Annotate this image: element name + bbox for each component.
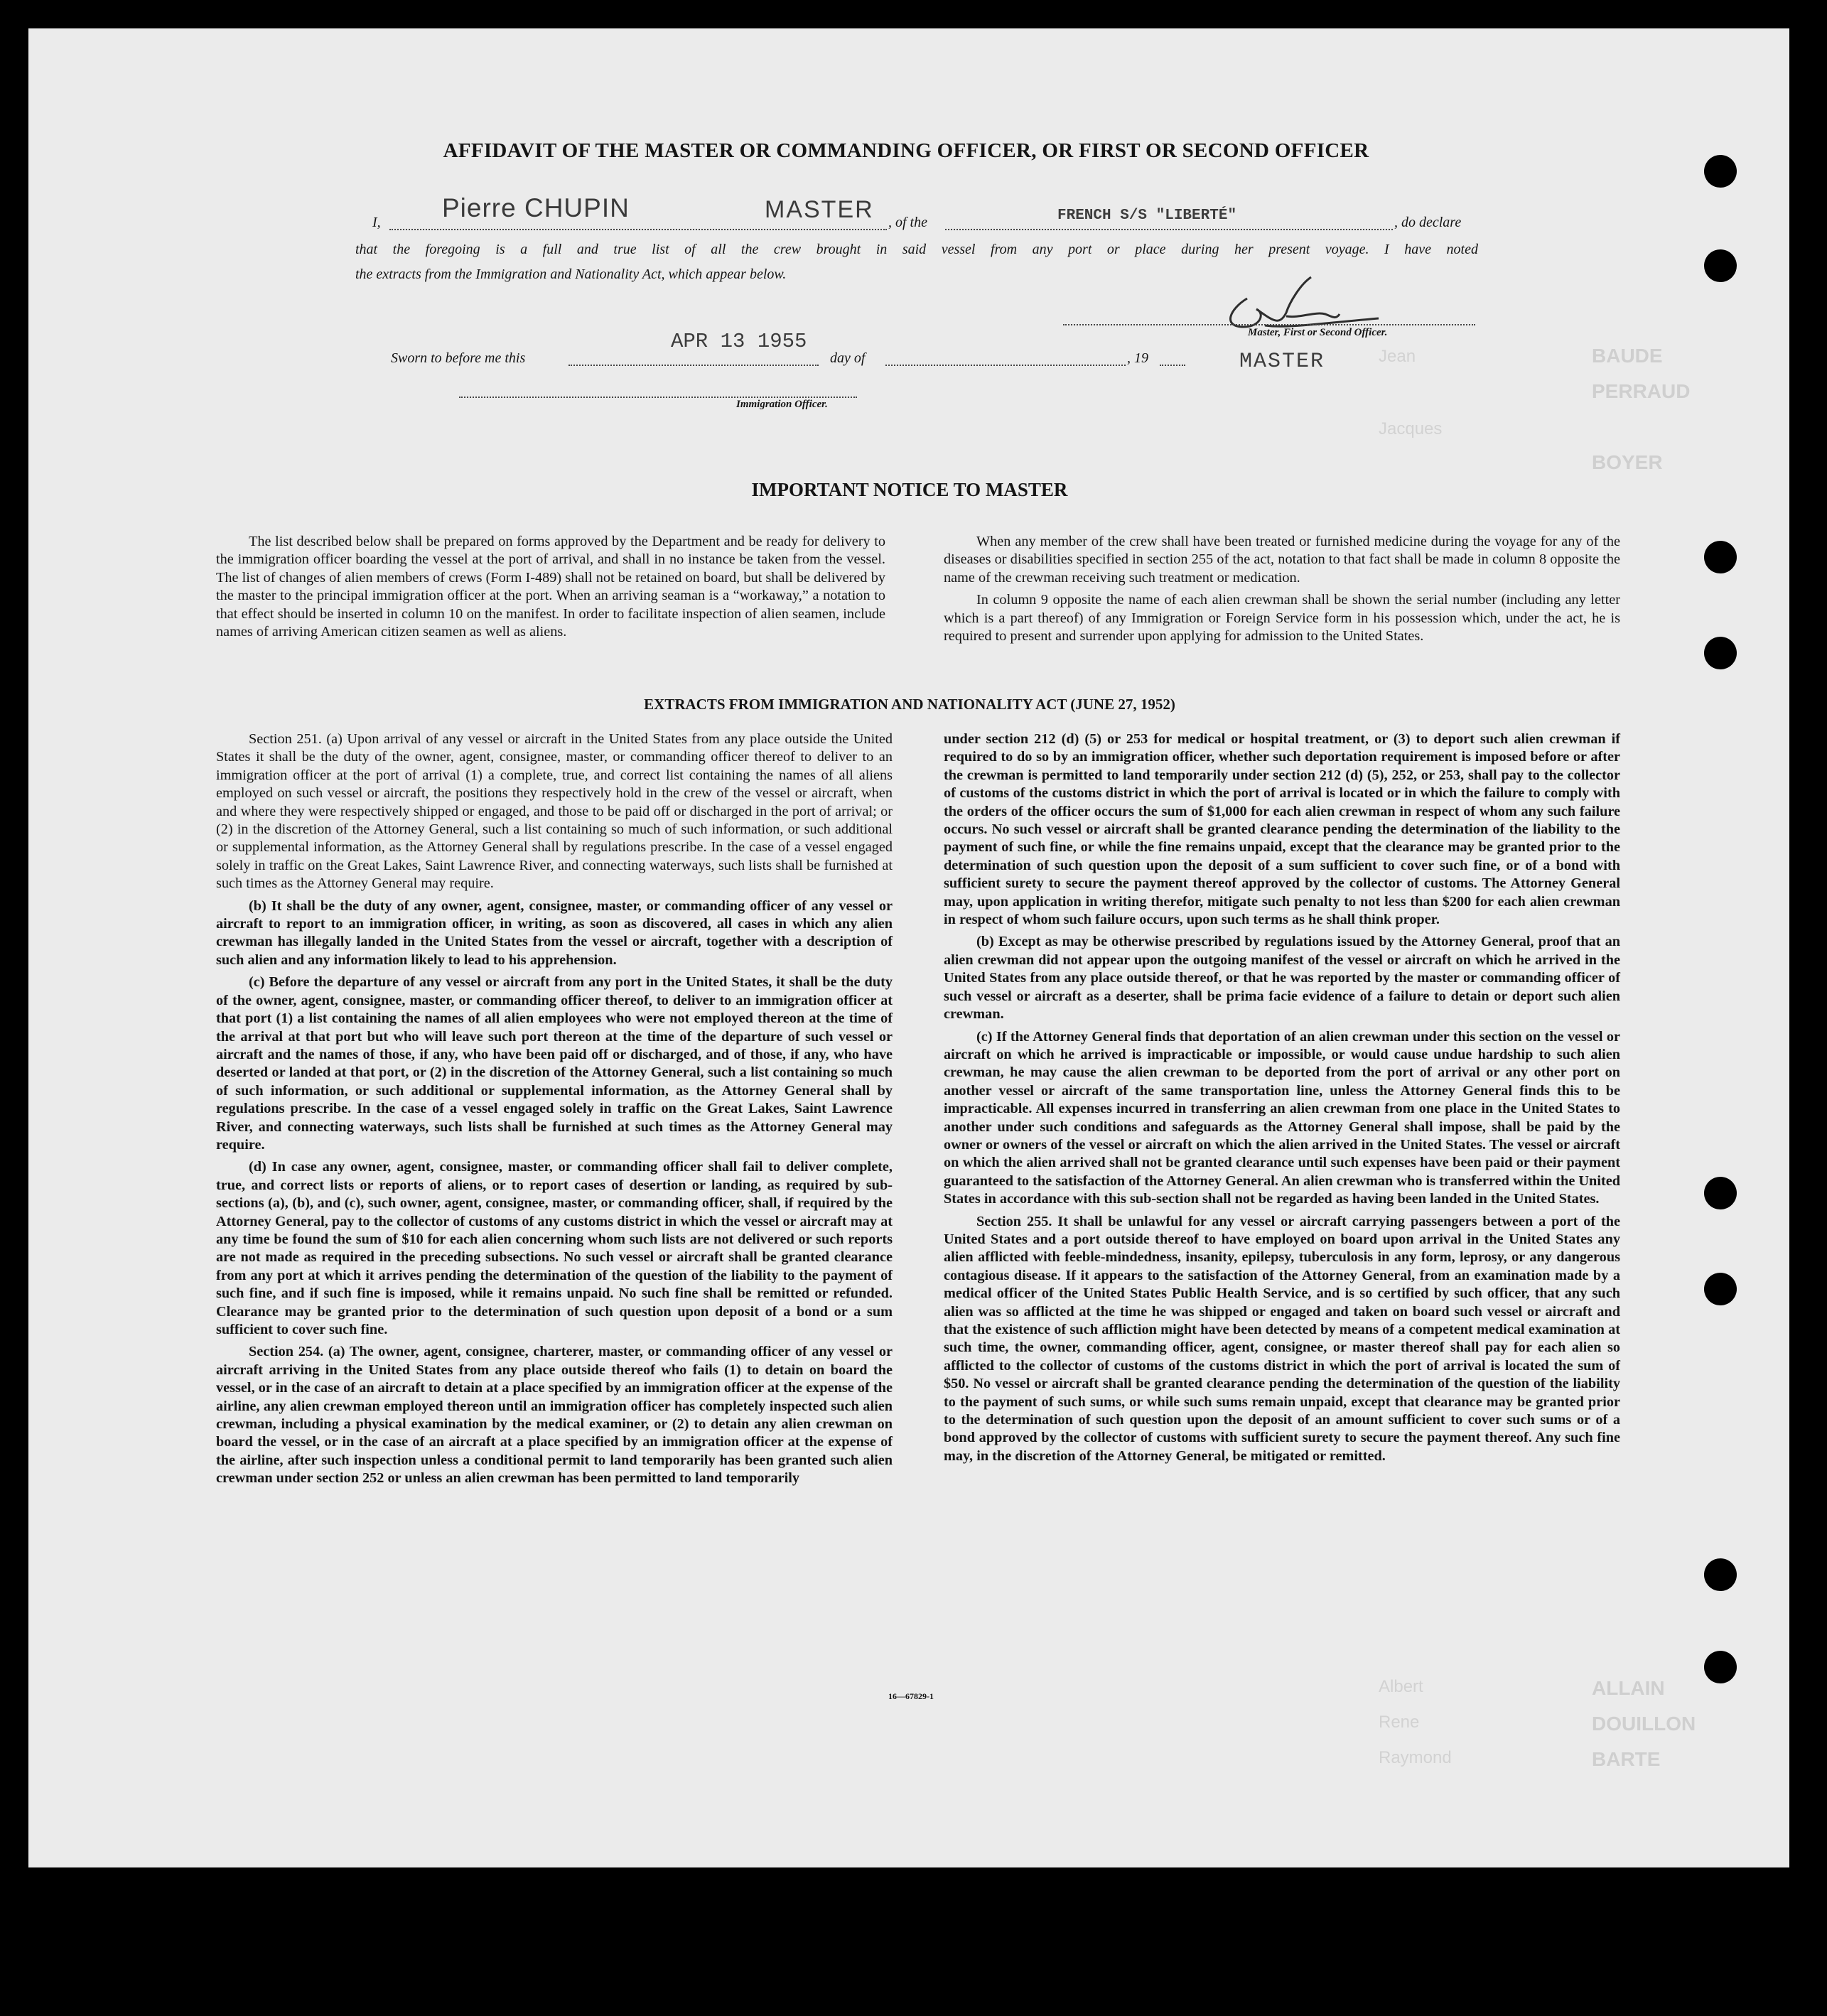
name-field-line xyxy=(389,229,887,230)
notice-right-column xyxy=(944,533,1620,649)
notice-right-paragraph: In column 9 opposite the name of each alien crewman shall be shown the serial number (including any letter which is a part thereof) of any Immigration or Foreign Service form in his possession which, under the act, he is required to present and surrender upon applying for admission to the United States. xyxy=(944,592,1620,645)
extract-paragraph: (b) It shall be the duty of any owner, agent, consignee, master, or commanding officer of any vessel or aircraft to report to an immigration officer, in writing, as soon as discovered, all cases in which any alien crewman has illegally landed in the United States from the vessel or aircraft, together with a description of such alien and any information likely to lead to his apprehension. xyxy=(216,898,893,968)
extract-paragraph: (c) Before the departure of any vessel or aircraft from any port in the United States, it shall be the duty of the owner, agent, consignee, master, or commanding officer thereof, to deliver to an immigration officer at that port (1) a list containing the names of all alien employees who were not employed thereon at the time of the arrival at that port but who will leave such port thereon at the time of the departure of such vessel or aircraft and the names of those, if any, who have been paid off or discharged, and of those, if any, who have deserted or landed at that port, or (2) in the discretion of the Attorney General, such a list containing so much of such information, or such additional or supplemental information, as the Attorney General shall by regulations prescribe. In the case of a vessel engaged solely in traffic on the Great Lakes, Saint Lawrence River, and connecting waterways, such lists shall be furnished at such times as the Attorney General may require. xyxy=(216,974,893,1153)
year-line xyxy=(1160,365,1185,366)
sworn-date-line xyxy=(568,365,819,366)
ghost-text: Jean xyxy=(1379,347,1416,366)
vessel-name: FRENCH S/S "LIBERTÉ" xyxy=(1057,207,1237,224)
master-stamp: MASTER xyxy=(1239,350,1325,374)
immigration-officer-line xyxy=(459,397,857,398)
extract-paragraph: under section 212 (d) (5) or 253 for medical or hospital treatment, or (3) to deport such alien crewman if required to do so by an immigration officer, whether such deportation requirement is imposed before or after the crewman is permitted to land temporarily under section 212 (d) (5), 252, or 253, shall pay to the collector of customs of the customs district in which the port of arrival is located or in which the failure to comply with the orders of the officer occurs the sum of $1,000 for each alien crewman in respect of whom any such failure occurs. No such vessel or aircraft shall be granted clearance pending the determination of the liability to the payment of such fine, or while the fine remains unpaid, except that the clearance may be granted prior to the determination of such question upon the deposit of a sum sufficient to cover such fine, or of a bond with sufficient surety to secure the payment thereof approved by the collector of customs. The Attorney General may, upon application in writing therefor, mitigate such penalty to not less than $200 for each alien crewman in respect of whom such failure occurs, upon such terms as he shall think proper. xyxy=(944,731,1620,928)
year-label: , 19 xyxy=(1127,350,1148,366)
ghost-text: DOUILLON xyxy=(1592,1713,1696,1735)
of-the-label: , of the xyxy=(888,215,927,230)
master-name: Pierre CHUPIN xyxy=(442,193,630,222)
ghost-text: ALLAIN xyxy=(1592,1677,1665,1699)
extract-paragraph: Section 254. (a) The owner, agent, consignee, charterer, master, or commanding officer of any vessel or aircraft arriving in the United States from any place outside thereof who fails (1) to detain on board the vessel, or in the case of an aircraft to detain at a place specified by an immigration officer at the expense of the airline, any alien crewman employed thereon until an immigration officer has completely inspected such alien crewman, including a physical examination by the medical examiner, or (2) to detain any alien crewman on board the vessel, or in the case of an aircraft at a place specified by an immigration officer at the expense of the airline, after such inspection unless a conditional permit to land temporarily has been granted such alien crewman under section 252 or unless an alien crewman has been permitted to land temporarily xyxy=(216,1344,893,1487)
ghost-text: Jacques xyxy=(1379,419,1443,438)
binder-hole xyxy=(1704,1651,1737,1683)
extracts-left-column xyxy=(216,731,893,1492)
extract-paragraph: (d) In case any owner, agent, consignee, master, or commanding officer shall fail to deliver complete, true, and correct lists or reports of aliens, or to report cases of desertion or landing, as required by sub-sections (a), (b), and (c), such owner, agent, consignee, master, or commanding officer, shall, if required by the Attorney General, pay to the collector of customs of any customs district in which the vessel or aircraft may at any time be found the sum of $10 for each alien concerning whom such lists are not delivered or such reports are not made as required in the preceding subsections. No such vessel or aircraft shall be granted clearance from any port at which it arrives pending the determination of the question of the liability to the payment of such fine, and if such fine is imposed, while it remains unpaid. No such fine shall be remitted or refunded. Clearance may be granted prior to the determination of such question upon deposit of a bond or a sum sufficient to cover such fine. xyxy=(216,1159,893,1337)
vessel-field-line xyxy=(945,229,1393,230)
ghost-text: Rene xyxy=(1379,1713,1420,1732)
signature-caption: Master, First or Second Officer. xyxy=(1248,327,1388,338)
notice-right-paragraph: When any member of the crew shall have been treated or furnished medicine during the voyage for any of the diseases or disabilities specified in section 255 of the act, notation to that fact shall be made in column 8 opposite the name of the crewman receiving such treatment or medication. xyxy=(944,534,1620,586)
do-declare-label: , do declare xyxy=(1394,215,1462,230)
binder-hole xyxy=(1704,1273,1737,1305)
binder-hole xyxy=(1704,1177,1737,1209)
notice-title: IMPORTANT NOTICE TO MASTER xyxy=(751,479,1068,500)
day-of-label: day of xyxy=(830,350,866,366)
sworn-label: Sworn to before me this xyxy=(391,350,526,366)
date-stamp: APR 13 1955 xyxy=(671,330,807,353)
binder-hole xyxy=(1704,155,1737,188)
binder-hole xyxy=(1704,249,1737,282)
binder-hole xyxy=(1704,1558,1737,1591)
extract-paragraph: (b) Except as may be otherwise prescribed by regulations issued by the Attorney General, proof that an alien crewman did not appear upon the outgoing manifest of the vessel or aircraft on which he arrived in the United States from any place outside thereof, or that he was reported by the master or commanding officer of such vessel or aircraft as a deserter, shall be prima facie evidence of a failure to detain or deport such alien crewman. xyxy=(944,934,1620,1023)
ghost-text: BOYER xyxy=(1592,451,1663,473)
master-rank: MASTER xyxy=(765,196,874,223)
notice-left-paragraph: The list described below shall be prepared on forms approved by the Department and be ready for delivery to the immigration officer boarding the vessel at the port of arrival, and shall in no instance be taken from the vessel. The list of changes of alien members of crews (Form I-489) shall not be retained on board, but shall be delivered by the master to the principal immigration officer at the port. When an arriving seaman is a “workaway,” a notation to that effect should be inserted in column 10 on the manifest. In order to facilitate inspection of alien seamen, include names of arriving American citizen seamen as well as aliens. xyxy=(216,534,885,640)
declaration-i: I, xyxy=(372,215,381,230)
ghost-text: Raymond xyxy=(1379,1748,1452,1767)
extract-paragraph: (c) If the Attorney General finds that deportation of an alien crewman under this section on the vessel or aircraft on which he arrived is impracticable or impossible, or would cause undue hardship to such alien crewman, he may cause the alien crewman to be deported from the port of arrival or any other port on another vessel or aircraft of the same transportation line, unless the Attorney General finds this to be impracticable. All expenses incurred in transferring an alien crewman from one place in the United States to another under such conditions and safeguards as the Attorney General shall impose, shall be paid by the owner or owners of the vessel or aircraft on which the alien arrived in the United States. The vessel or aircraft on which the alien arrived shall not be granted clearance until such expenses have been paid or their payment guaranteed to the satisfaction of the Attorney General. An alien crewman who is transferred within the United States in accordance with this sub-section shall not be regarded as having been landed in the United States. xyxy=(944,1028,1620,1207)
signature-line xyxy=(1063,324,1475,325)
ghost-text: PERRAUD xyxy=(1592,380,1691,402)
extracts-title: EXTRACTS FROM IMMIGRATION AND NATIONALITY ACT (JUNE 27, 1952) xyxy=(644,696,1175,713)
form-code: 16—67829-1 xyxy=(888,1691,934,1701)
ghost-text: BARTE xyxy=(1592,1748,1661,1770)
declaration-line-3: the extracts from the Immigration and Nationality Act, which appear below. xyxy=(355,266,787,282)
ghost-text: BAUDE xyxy=(1592,345,1663,367)
declaration-line-2: that the foregoing is a full and true list of all the crew brought in said vessel from any port or place during her present voyage. I have noted xyxy=(355,242,1478,257)
extract-paragraph: Section 255. It shall be unlawful for any vessel or aircraft carrying passengers between a port of the United States and a port outside thereof to have employed on board upon arrival in the United States any alien afflicted with feeble-mindedness, insanity, epilepsy, tuberculosis in any form, leprosy, or any dangerous contagious disease. If it appears to the satisfaction of the Attorney General, from an examination made by a medical officer of the United States Public Health Service, and is so certified by such officer, that any such alien was so afflicted at the time he was shipped or engaged and taken on board such vessel or aircraft and that the existence of such affliction might have been detected by means of a competent medical examination at such time, the owner, commanding officer, agent, consignee, or master thereof shall pay for each alien so afflicted to the collector of customs of the customs district in which the port of arrival is located the sum of $50. No vessel or aircraft shall be granted clearance pending the determination of the question of the liability to the payment of such sums, or while such sums remain unpaid, except that clearance may be granted prior to the determination of such question upon the deposit of an amount sufficient to cover such sums or of a bond approved by the collector of customs with sufficient surety to secure the payment thereof. Any such fine may, in the discretion of the Attorney General, be mitigated or remitted. xyxy=(944,1213,1620,1464)
month-line xyxy=(885,365,1126,366)
immigration-officer-caption: Immigration Officer. xyxy=(736,399,828,410)
affidavit-title: AFFIDAVIT OF THE MASTER OR COMMANDING OFFICER, OR FIRST OR SECOND OFFICER xyxy=(443,139,1369,162)
ghost-text: Albert xyxy=(1379,1677,1423,1696)
binder-hole xyxy=(1704,637,1737,669)
notice-left-column xyxy=(216,533,885,645)
extracts-right-column xyxy=(944,731,1620,1470)
extract-paragraph: Section 251. (a) Upon arrival of any vessel or aircraft in the United States from any place outside the United States it shall be the duty of the owner, agent, consignee, master, or commanding officer thereof to deliver to an immigration officer at the port of arrival (1) a complete, true, and correct list containing the names of all aliens employed on such vessel or aircraft, the positions they respectively hold in the crew of the vessel or aircraft, when and where they were respectively shipped or engaged, and those to be paid off or discharged in the port of arrival; or (2) in the discretion of the Attorney General, such a list containing so much of such information, or such additional or supplemental information, as the Attorney General shall by regulations prescribe. In the case of a vessel engaged solely in traffic on the Great Lakes, Saint Lawrence River, and connecting waterways, such lists shall be furnished at such times as the Attorney General may require. xyxy=(216,731,893,892)
binder-hole xyxy=(1704,541,1737,573)
